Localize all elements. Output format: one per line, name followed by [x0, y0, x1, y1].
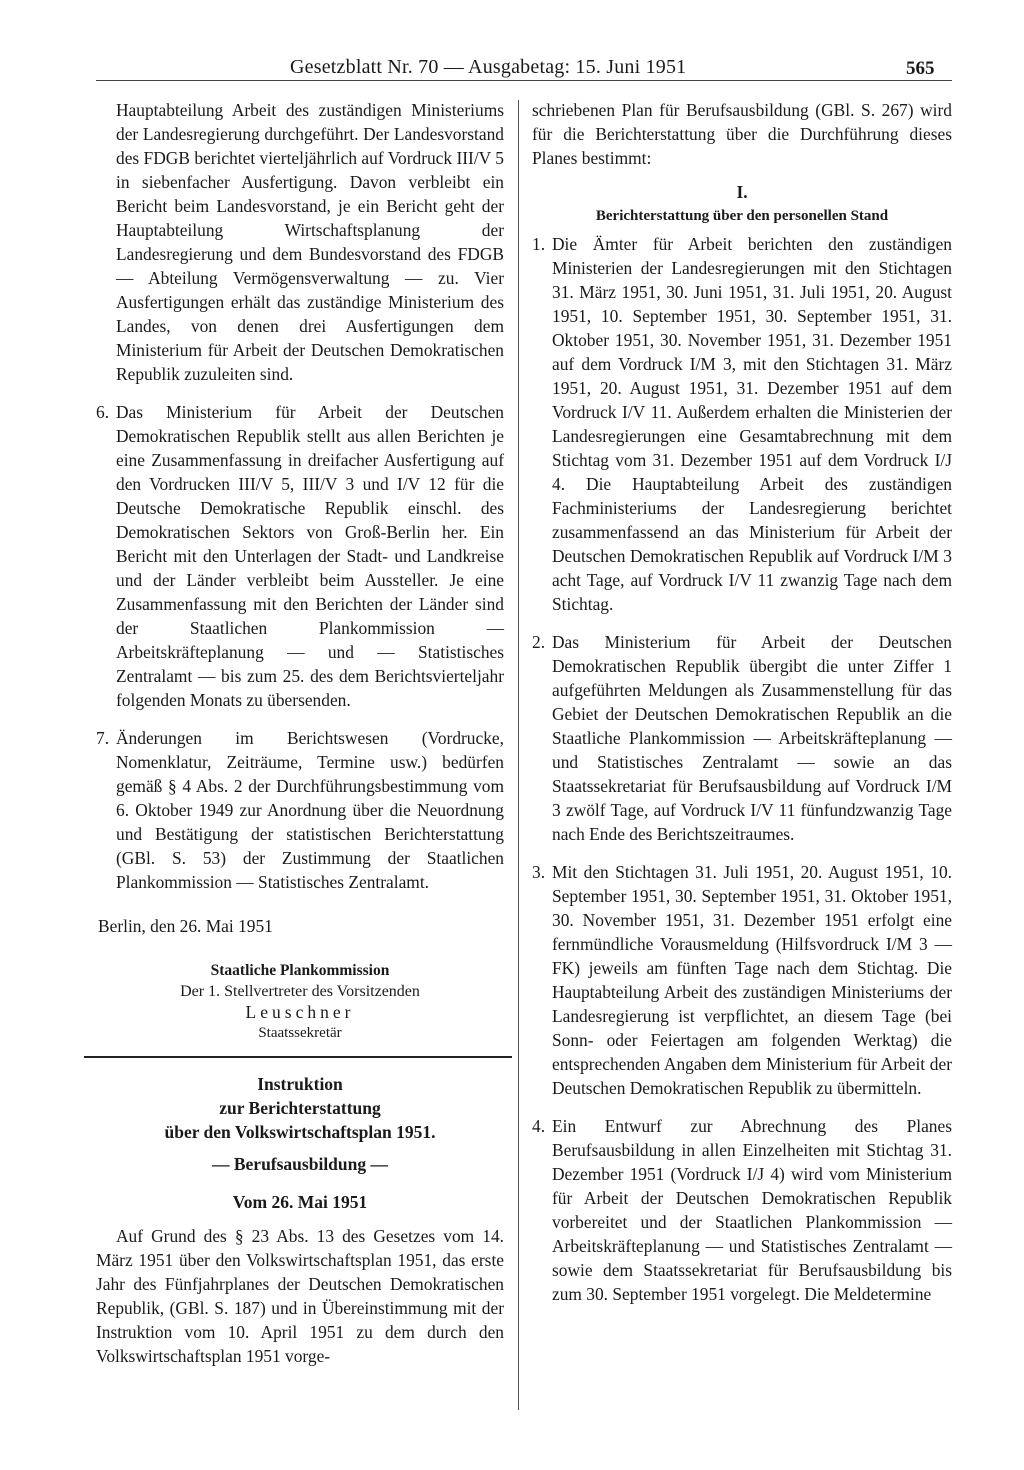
header-rule — [96, 80, 952, 81]
right-column — [532, 98, 952, 1306]
left-column — [96, 98, 504, 1368]
signature-position: Der 1. Stellvertreter des Vorsitzenden — [180, 983, 420, 1000]
instruction-intro: Auf Grund des § 23 Abs. 13 des Gesetzes vom 14. März 1951 über den Volkswirtschaftsplan 1951, das erste Jahr des Fünfjahrplanes der Deutschen Demokratischen Republik, (GBl. S. 187) und in Übereinstimmung mit der Instruktion vom 10. April 1951 zu dem durch den Volkswirtschaftsplan 1951 vorge- — [96, 1226, 504, 1366]
item-number: 2. — [532, 632, 546, 652]
item-number: 7. — [96, 728, 110, 748]
item-text: Änderungen im Berichtswesen (Vordrucke, Nomenklatur, Zeiträume, Termine usw.) bedürfen gemäß § 4 Abs. 2 der Durchführungsbestimmung vom 6. Oktober 1949 zur Anordnung über die Neuordnung und Bestätigung der statistischen Berichterstattung (GBl. S. 53) der Zustimmung der Staatlichen Plankommission — Statistisches Zentralamt. — [116, 728, 504, 892]
section-separator — [84, 1056, 512, 1058]
list-item-7 — [96, 726, 504, 894]
item-number: 6. — [96, 402, 110, 422]
place-date: Berlin, den 26. Mai 1951 — [98, 916, 273, 936]
signature-block — [96, 960, 504, 1044]
item-text: Ein Entwurf zur Abrechnung des Planes Berufsausbildung in allen Einzelheiten mit Stichtag 31. Dezember 1951 (Vordruck I/J 4) wird vom Ministerium für Arbeit der Deutschen Demokratischen Republik vorbereitet und der Staatlichen Plankommission — Arbeitskräfteplanung — und Statistisches Zentralamt — sowie dem Staatssekretariat für Berufsausbildung bis zum 30. September 1951 vorgelegt. Die Meldetermine — [552, 1116, 952, 1304]
section-number: I. — [736, 182, 748, 202]
instruction-subtitle: — Berufsausbildung — — [211, 1154, 389, 1174]
item-text: Das Ministerium für Arbeit der Deutschen Demokratischen Republik übergibt die unter Ziffer 1 aufgeführten Meldungen als Zusammenstellung für das Gebiet der Deutschen Demokratischen Republik an die Staatliche Plankommission — Arbeitskräfteplanung — und Statistisches Zentralamt — sowie an das Staatssekretariat für Berufsausbildung auf Vordruck I/M 3 zwölf Tage, auf Vordruck I/V 11 fünfundzwanzig Tage nach Ende des Berichtszeitraumes. — [552, 632, 952, 844]
running-header: Gesetzblatt Nr. 70 — Ausgabetag: 15. Juni 1951 — [290, 56, 687, 78]
item-text: Die Ämter für Arbeit berichten den zuständigen Ministerien der Landesregierungen mit den Stichtagen 31. März 1951, 30. Juni 1951, 31. Juli 1951, 20. August 1951, 10. September 1951, 30. September 1951, 31. Oktober 1951, 30. November 1951, 31. Dezember 1951 auf dem Vordruck I/M 3, mit den Stichtagen 31. März 1951, 20. August 1951, 31. Dezember 1951 auf dem Vordruck I/V 11. Außerdem erhalten die Ministerien der Landesregierungen eine Gesamtabrechnung mit dem Stichtag vom 31. Dezember 1951 auf dem Vordruck I/J 4. Die Hauptabteilung Arbeit des zuständigen Fachministeriums der Landesregierung berichtet zusammenfassend an das Ministerium für Arbeit der Deutschen Demokratischen Republik auf Vordruck I/M 3 acht Tage, auf Vordruck I/V 11 zwanzig Tage nach dem Stichtag. — [552, 234, 952, 614]
list-item-2 — [532, 630, 952, 846]
instruction-title-line-3: über den Volkswirtschaftsplan 1951. — [164, 1122, 436, 1142]
signature-title: Staatssekretär — [258, 1025, 342, 1041]
intro-continuation: schriebenen Plan für Berufsausbildung (GBl. S. 267) wird für die Berichterstattung über die Durchführung dieses Planes bestimmt: — [532, 100, 952, 168]
signature-name: Leuschner — [245, 1002, 355, 1022]
section-title: Berichterstattung über den personellen Stand — [595, 208, 889, 224]
page-number: 565 — [906, 58, 935, 79]
list-item-1 — [532, 232, 952, 616]
item-text: Das Ministerium für Arbeit der Deutschen Demokratischen Republik stellt aus allen Berichten je eine Zusammenfassung in dreifacher Ausfertigung auf den Vordrucken III/V 5, III/V 3 und I/V 12 für die Deutsche Demokratische Republik einschl. des Demokratischen Sektors von Groß-Berlin her. Ein Bericht mit den Unterlagen der Stadt- und Landkreise und der Länder verbleibt beim Aussteller. Je eine Zusammenfassung mit den Berichten der Länder sind der Staatlichen Plankommission — Arbeitskräfteplanung — und — Statistisches Zentralamt — bis zum 25. des dem Berichtsvierteljahr folgenden Monats zu übersenden. — [116, 402, 504, 710]
signature-organization: Staatliche Plankommission — [210, 962, 390, 979]
continuation-paragraph: Hauptabteilung Arbeit des zuständigen Ministeriums der Landesregierung durchgeführt. Der Landesvorstand des FDGB berichtet vierteljährlich auf Vordruck III/V 5 in siebenfacher Ausfertigung. Davon verbleibt ein Bericht beim Landesvorstand, je ein Bericht geht der Hauptabteilung Wirtschaftsplanung der Landesregierung und dem Bundesvorstand des FDGB — Abteilung Vermögensverwaltung — zu. Vier Ausfertigungen erhält das zuständige Ministerium des Landes, von denen drei Ausfertigungen dem Ministerium für Arbeit der Deutschen Demokratischen Republik zuzuleiten sind. — [116, 100, 504, 384]
column-divider — [518, 100, 519, 1410]
list-item-3 — [532, 860, 952, 1100]
item-number: 4. — [532, 1116, 546, 1136]
instruction-title-line-2: zur Berichterstattung — [219, 1098, 381, 1118]
item-text: Mit den Stichtagen 31. Juli 1951, 20. August 1951, 10. September 1951, 30. September 1951, 31. Oktober 1951, 30. November 1951, 31. Dezember 1951 erfolgt eine fernmündliche Vorausmeldung (Hilfsvordruck I/M 3 — FK) jeweils am fünften Tage nach dem Stichtag. Die Hauptabteilung Arbeit des zuständigen Ministeriums der Landesregierung ist verpflichtet, an diesem Tage (bei Sonn- oder Feiertagen am folgenden Werktag) die entsprechenden Angaben dem Ministerium für Arbeit der Deutschen Demokratischen Republik zu übermitteln. — [552, 862, 952, 1098]
instruction-date: Vom 26. Mai 1951 — [232, 1192, 368, 1212]
instruction-title — [96, 1072, 504, 1176]
item-number: 3. — [532, 862, 546, 882]
item-number: 1. — [532, 234, 546, 254]
list-item-4 — [532, 1114, 952, 1306]
instruction-title-line-1: Instruktion — [257, 1074, 343, 1094]
list-item-6 — [96, 400, 504, 712]
